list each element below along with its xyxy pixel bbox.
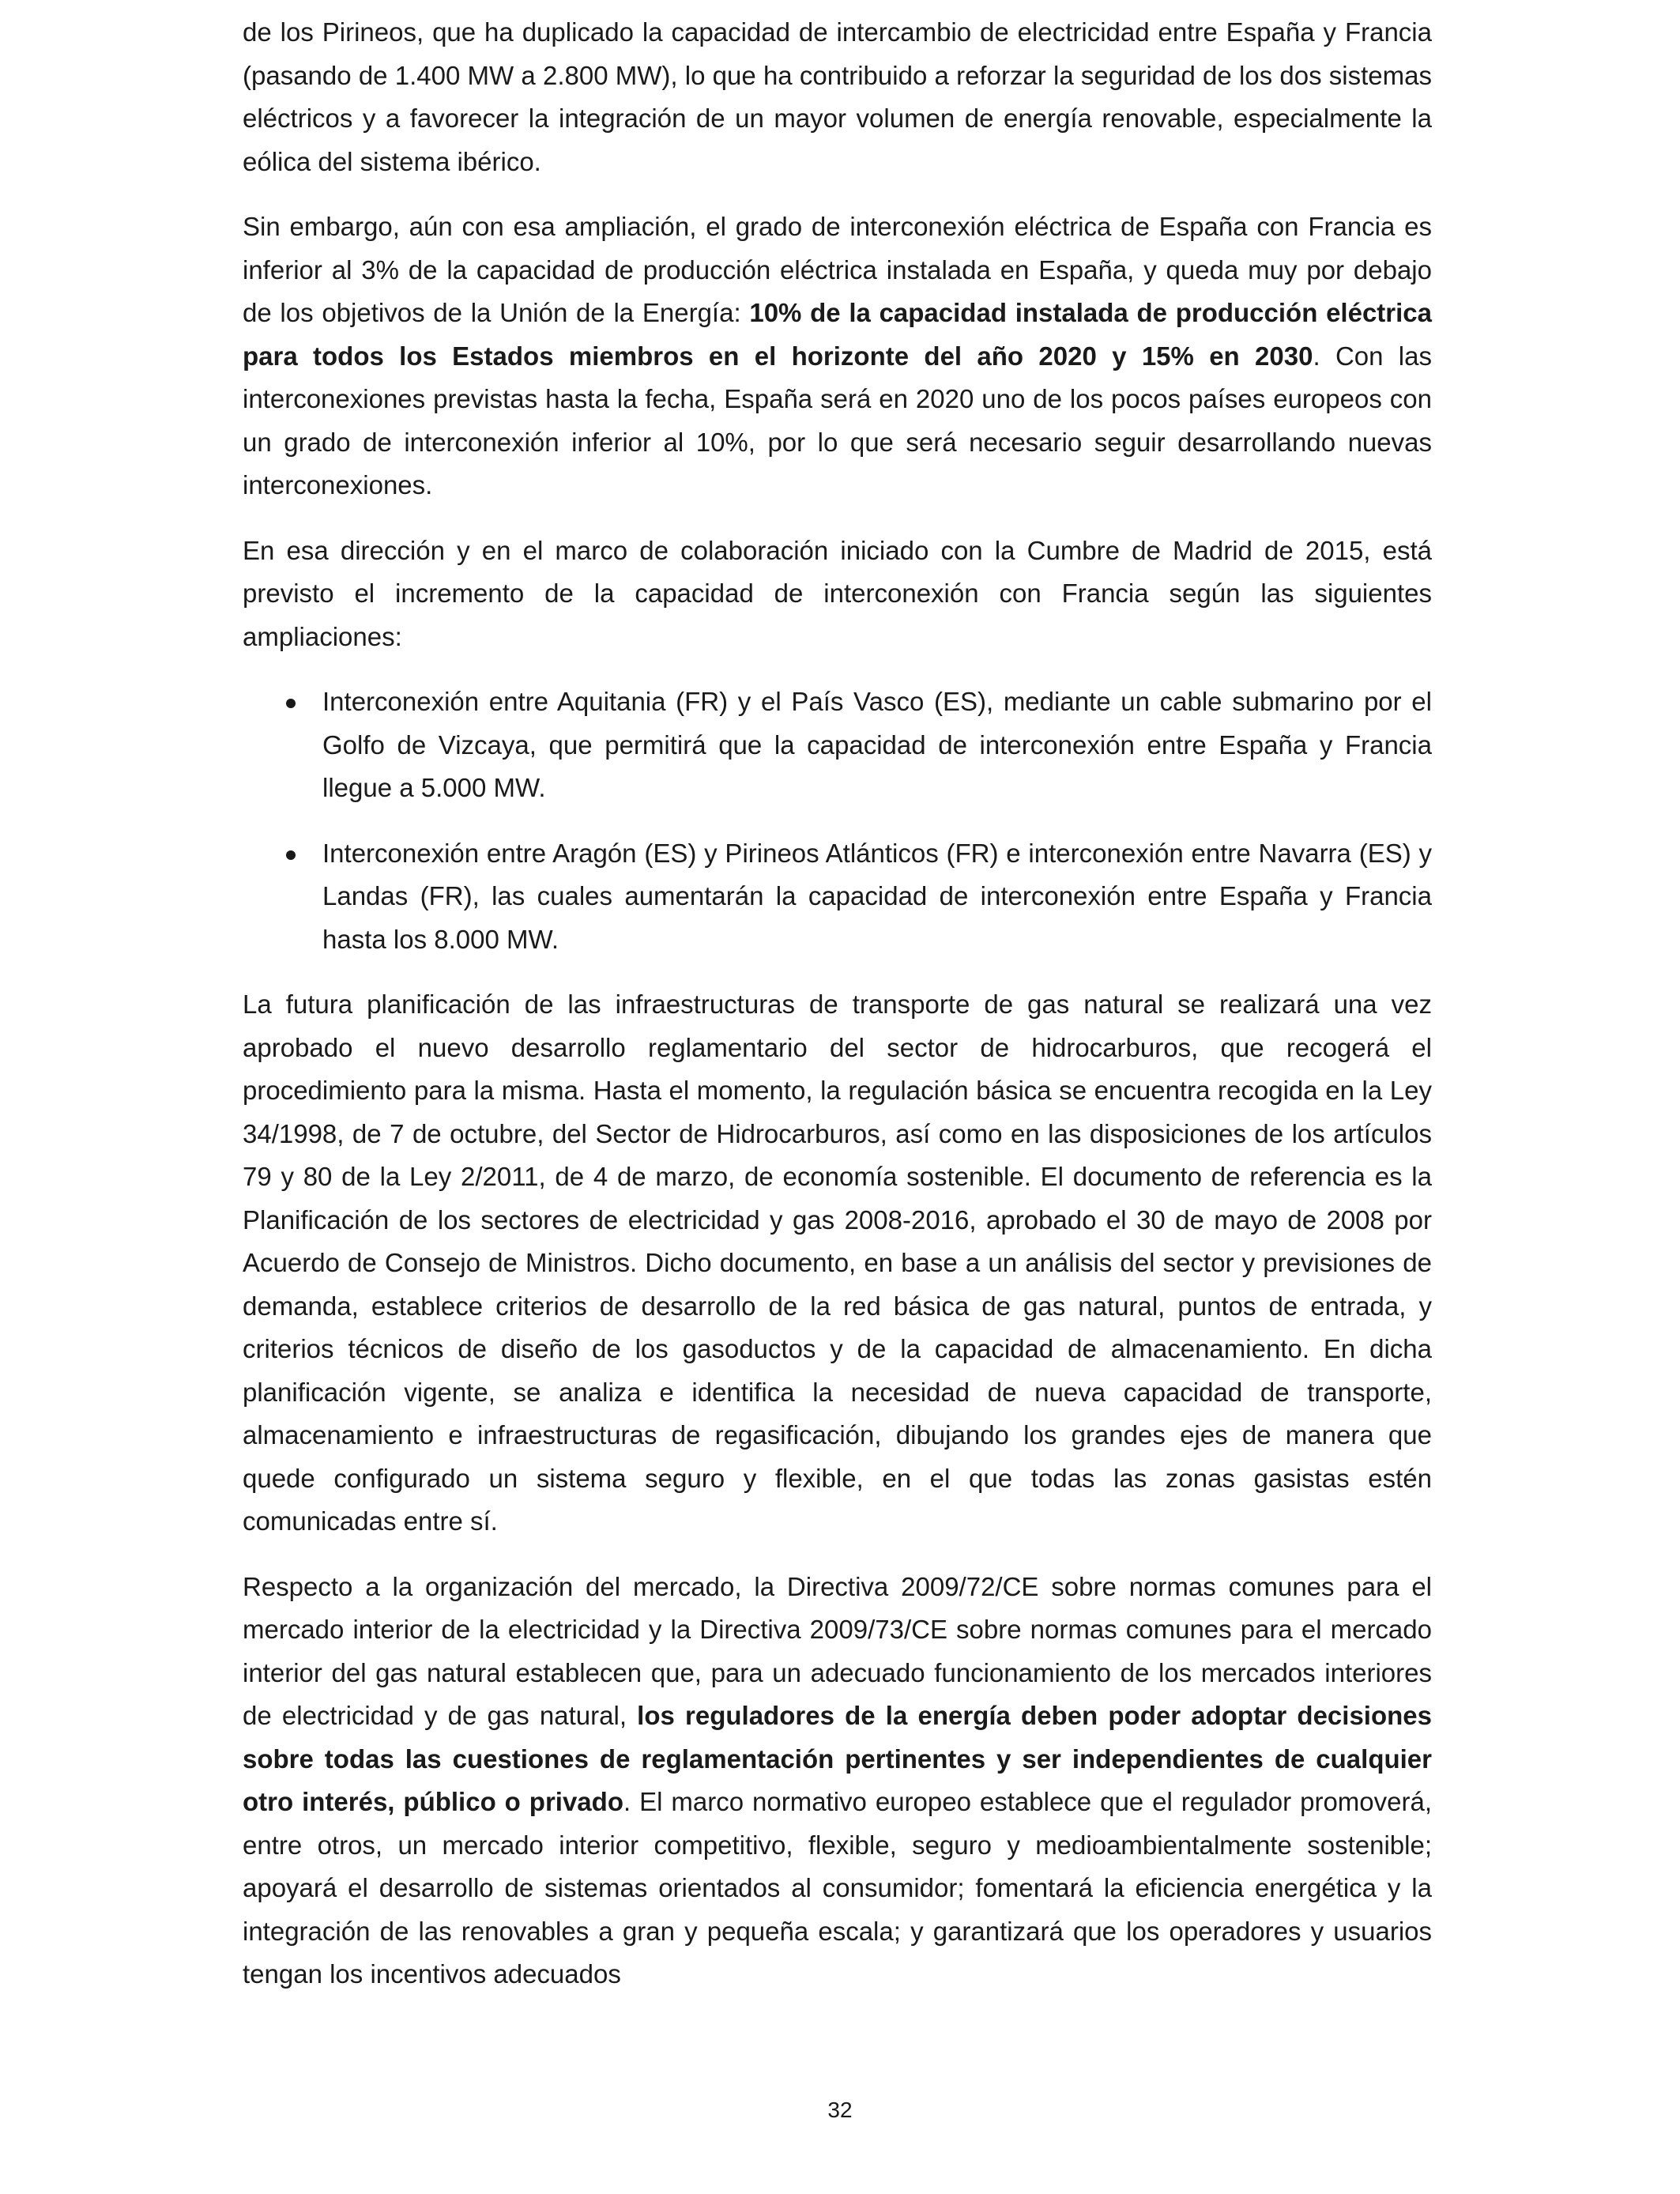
bullet-list-ampliaciones xyxy=(243,680,1432,961)
paragraph-bold-text: los reguladores de la energía deben poder adoptar decisiones sobre todas las cuestiones de reglamentación pertinentes y ser independientes de cualquier otro interés, público o privado xyxy=(243,1701,1432,1816)
paragraph-ampliaciones-intro xyxy=(243,530,1432,659)
paragraph-bold-text: 10% de la capacidad instalada de producción eléctrica para todos los Estados miembros en el horizonte del año 2020 y 15% en 2030 xyxy=(243,298,1433,371)
paragraph-organizacion-mercado xyxy=(243,1566,1432,1996)
list-item xyxy=(243,680,1432,810)
page-number: 32 xyxy=(827,2098,853,2122)
paragraph-text: La futura planificación de las infraestructuras de transporte de gas natural se realizará una vez aprobado el nuevo desarrollo reglamentario del sector de hidrocarburos, que recogerá el procedimiento para la misma. Hasta el momento, la regulación básica se encuentra recogida en la Ley 34/1998, de 7 de octubre, del Sector de Hidrocarburos, así como en las disposiciones de los artículos 79 y 80 de la Ley 2/2011, de 4 de marzo, de economía sostenible. El documento de referencia es la Planificación de los sectores de electricidad y gas 2008-2016, aprobado el 30 de mayo de 2008 por Acuerdo de Consejo de Ministros. Dicho documento, en base a un análisis del sector y previsiones de demanda, establece criterios de desarrollo de la red básica de gas natural, puntos de entrada, y criterios técnicos de diseño de los gasoductos y de la capacidad de almacenamiento. En dicha planificación vigente, se analiza e identifica la necesidad de nueva capacidad de transporte, almacenamiento e infraestructuras de regasificación, dibujando los grandes ejes de manera que quede configurado un sistema seguro y flexible, en el que todas las zonas gasistas estén comunicadas entre sí. xyxy=(243,990,1432,1536)
bullet-icon xyxy=(282,680,299,724)
document-page xyxy=(243,11,1432,2019)
paragraph-gas-natural xyxy=(243,983,1432,1544)
paragraph-text: . El marco normativo europeo establece que el regulador promoverá, entre otros, un mercado interior competitivo, flexible, seguro y medioambientalmente sostenible; apoyará el desarrollo de sistemas orientados al consumidor; fomentará la eficiencia energética y la integración de las renovables a gran y pequeña escala; y garantizará que los operadores y usuarios tengan los incentivos adecuados xyxy=(243,1787,1432,1989)
paragraph-text: Sin embargo, aún con esa ampliación, el grado de interconexión eléctrica de España con Francia es inferior al 3% de la capacidad de producción eléctrica instalada en España, y queda muy por debajo de los objetivos de la Unión de la Energía: xyxy=(243,212,1432,327)
bullet-icon xyxy=(282,832,299,876)
list-item xyxy=(243,832,1432,962)
list-item-text: Interconexión entre Aquitania (FR) y el País Vasco (ES), mediante un cable submarino por el Golfo de Vizcaya, que permitirá que la capacidad de interconexión entre España y Francia llegue a 5.000 MW. xyxy=(322,687,1432,802)
list-item-text: Interconexión entre Aragón (ES) y Pirineos Atlánticos (FR) e interconexión entre Navarra (ES) y Landas (FR), las cuales aumentarán la capacidad de interconexión entre España y Francia hasta los 8.000 MW. xyxy=(322,838,1432,954)
paragraph-text: Respecto a la organización del mercado, la Directiva 2009/72/CE sobre normas comunes para el mercado interior de la electricidad y la Directiva 2009/73/CE sobre normas comunes para el mercado interior del gas natural establecen que, para un adecuado funcionamiento de los mercados interiores de electricidad y de gas natural, xyxy=(243,1571,1432,1730)
paragraph-interconexion-grado xyxy=(243,205,1432,507)
paragraph-pirineos xyxy=(243,11,1432,183)
paragraph-text: . Con las interconexiones previstas hasta la fecha, España será en 2020 uno de los pocos países europeos con un grado de interconexión inferior al 10%, por lo que será necesario seguir desarrollando nuevas interconexiones. xyxy=(243,341,1432,499)
paragraph-text: de los Pirineos, que ha duplicado la capacidad de intercambio de electricidad entre España y Francia (pasando de 1.400 MW a 2.800 MW), lo que ha contribuido a reforzar la seguridad de los dos sistemas eléctricos y a favorecer la integración de un mayor volumen de energía renovable, especialmente la eólica del sistema ibérico. xyxy=(243,17,1432,176)
paragraph-text: En esa dirección y en el marco de colaboración iniciado con la Cumbre de Madrid de 2015, está previsto el incremento de la capacidad de interconexión con Francia según las siguientes ampliaciones: xyxy=(243,535,1432,651)
